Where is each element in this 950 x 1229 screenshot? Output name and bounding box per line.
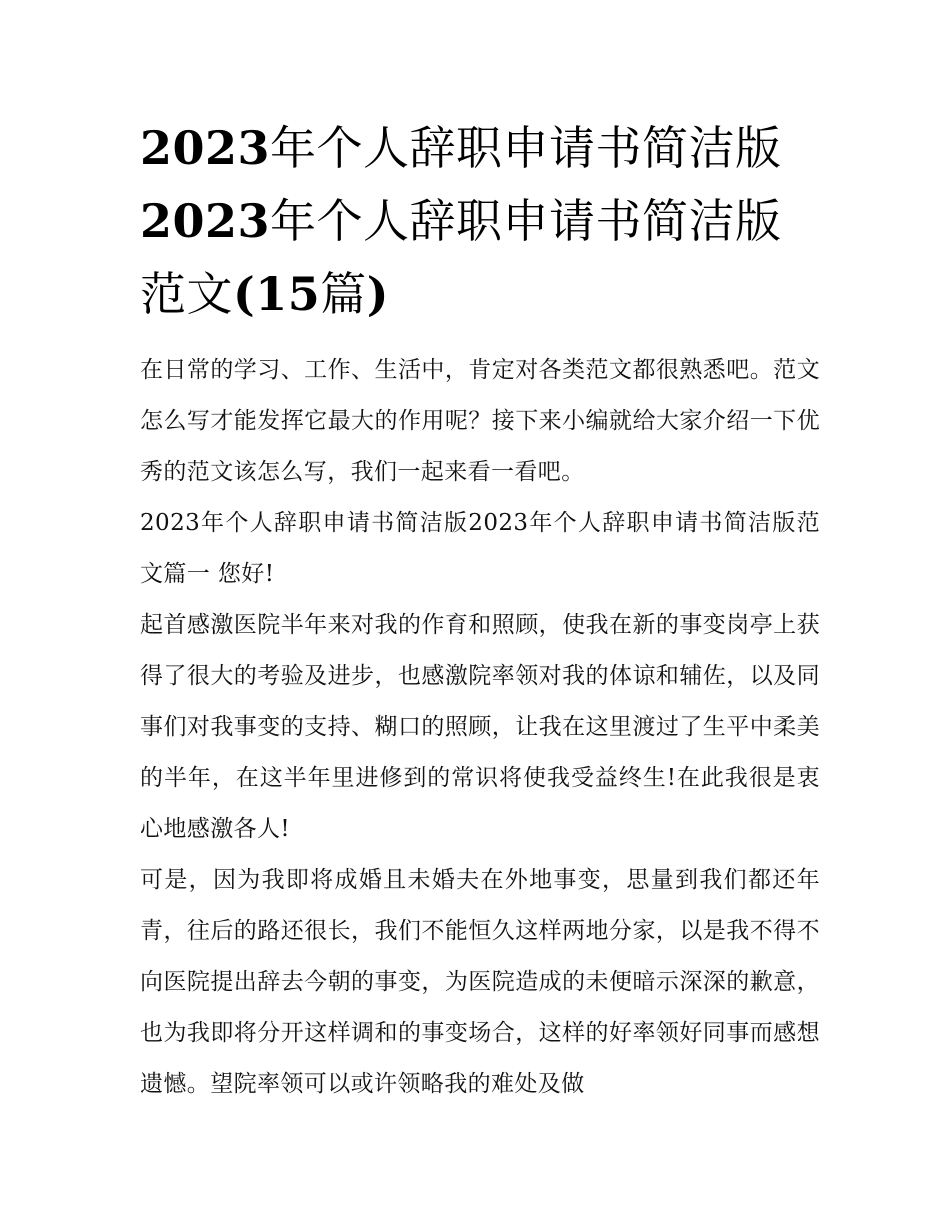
paragraph-reason: 可是，因为我即将成婚且未婚夫在外地事变，思量到我们都还年青，往后的路还很长，我们不能恒久这样两地分家，以是我不得不向医院提出辞去今朝的事变，为医院造成的未便暗示深深的歉意，也为我即将分开这样调和的事变场合，这样的好率领好同事而感想遗憾。望院率领可以或许领略我的难处及做 — [140, 867, 820, 1097]
document-title: 2023年个人辞职申请书简洁版2023年个人辞职申请书简洁版范文(15篇) — [140, 121, 782, 321]
title-numeral: ) — [366, 267, 390, 321]
paragraph-intro: 在日常的学习、工作、生活中，肯定对各类范文都很熟悉吧。范文怎么写才能发挥它最大的作用呢？接下来小编就给大家介绍一下优秀的范文该怎么写，我们一起来看一看吧。 — [140, 357, 820, 485]
paragraph-heading-line: 2023年个人辞职申请书简洁版2023年个人辞职申请书简洁版范文篇一 您好! — [140, 510, 820, 587]
title-numeral: 2023 — [140, 121, 271, 175]
paragraph-gratitude: 起首感激医院半年来对我的作育和照顾，使我在新的事变岗亭上获得了很大的考验及进步，也感激院率领对我的体谅和辅佐，以及同事们对我事变的支持、糊口的照顾，让我在这里渡过了生平中柔美的半年，在这半年里进修到的常识将使我受益终生!在此我很是衷心地感激各人! — [140, 612, 820, 842]
title-numeral: 2023 — [140, 194, 271, 248]
title-numeral: (15 — [233, 267, 321, 321]
document-body — [140, 112, 820, 1110]
